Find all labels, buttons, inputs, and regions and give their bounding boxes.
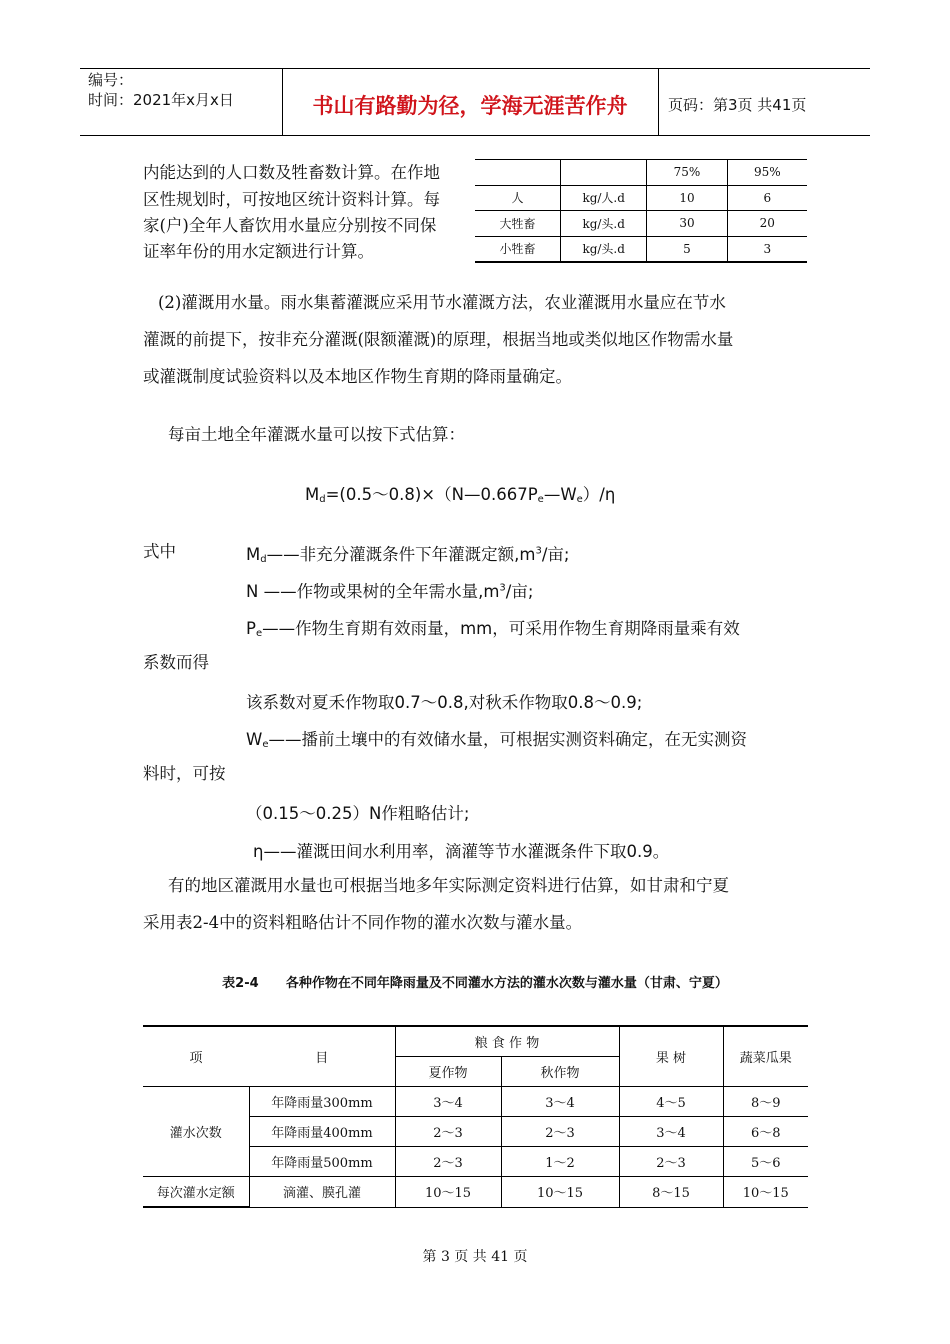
header-motto: 书山有路勤为径，学海无涯苦作舟 bbox=[312, 94, 628, 118]
irrigation-para-line-2: 灌溉的前提下，按非充分灌溉(限额灌溉)的原理，根据当地或类似地区作物需水量 bbox=[143, 330, 734, 349]
table-row bbox=[143, 1177, 808, 1208]
table-header-cell: 粮 食 作 物 bbox=[395, 1026, 619, 1057]
page-footer: 第 3 页 共 41 页 bbox=[422, 1249, 528, 1265]
table-header-cell: 项 bbox=[143, 1026, 249, 1087]
def-we-symbol: W bbox=[246, 730, 263, 749]
def-we-text: ——播前土壤中的有效储水量，可根据实测资料确定，在无实测资 bbox=[268, 730, 747, 749]
intro-line-3: 家(户)全年人畜饮用水量应分别按不同保 bbox=[143, 216, 437, 235]
table-cell: 8～9 bbox=[723, 1087, 808, 1117]
table-cell: 4～5 bbox=[619, 1087, 723, 1117]
formula-md: M bbox=[305, 485, 320, 504]
table-row bbox=[475, 160, 807, 186]
table-row bbox=[475, 185, 807, 211]
table-cell: 年降雨量400mm bbox=[249, 1117, 395, 1147]
table-header-cell: 秋作物 bbox=[501, 1057, 619, 1087]
table-cell: 6 bbox=[727, 185, 807, 211]
table-cell: 10～15 bbox=[723, 1177, 808, 1208]
table-cell bbox=[561, 160, 647, 186]
def-pe-symbol: P bbox=[246, 619, 256, 638]
table-cell: 年降雨量300mm bbox=[249, 1087, 395, 1117]
formula bbox=[305, 481, 615, 505]
def-we-continued: 料时，可按 bbox=[143, 764, 226, 783]
table-cell: kg/人.d bbox=[561, 185, 647, 211]
table-cell: 1～2 bbox=[501, 1147, 619, 1177]
table-cell: 3～4 bbox=[619, 1117, 723, 1147]
def-md-symbol: M bbox=[246, 545, 261, 564]
table-row bbox=[143, 1026, 808, 1057]
table-group-cell: 每次灌水定额 bbox=[143, 1177, 249, 1208]
estimate-intro: 每亩土地全年灌溉水量可以按下式估算： bbox=[168, 425, 465, 444]
table-cell: 75% bbox=[647, 160, 727, 186]
intro-line-2: 区性规划时，可按地区统计资料计算。每 bbox=[143, 190, 440, 209]
doc-number-label: 编号： bbox=[88, 71, 134, 89]
formula-p-sub: e bbox=[537, 494, 544, 505]
def-pe-text: ——作物生育期有效雨量，mm，可采用作物生育期降雨量乘有效 bbox=[262, 619, 740, 638]
header-divider-left bbox=[282, 68, 283, 135]
table-cell: 2～3 bbox=[619, 1147, 723, 1177]
def-n-sup: 3 bbox=[499, 582, 506, 594]
def-n-unit: /亩; bbox=[505, 582, 534, 601]
table-header-cell: 目 bbox=[249, 1026, 395, 1087]
header-divider-right bbox=[658, 68, 659, 135]
table-cell: 年降雨量500mm bbox=[249, 1147, 395, 1177]
table-cell: 3 bbox=[727, 236, 807, 262]
irrigation-para-line-3: 或灌溉制度试验资料以及本地区作物生育期的降雨量确定。 bbox=[143, 367, 572, 386]
header-page-info: 页码：第3页 共41页 bbox=[668, 96, 807, 114]
table-cell: kg/头.d bbox=[561, 211, 647, 237]
table-cell: 2～3 bbox=[501, 1117, 619, 1147]
table-row bbox=[143, 1087, 808, 1117]
table-cell: 10～15 bbox=[395, 1177, 501, 1208]
table-group-cell: 灌水次数 bbox=[143, 1087, 249, 1177]
irrigation-table bbox=[143, 1025, 808, 1208]
table-cell: 滴灌、膜孔灌 bbox=[249, 1177, 395, 1208]
def-md-sup: 3 bbox=[535, 545, 542, 557]
table-cell: 大牲畜 bbox=[475, 211, 561, 237]
def-pe-continued: 系数而得 bbox=[143, 653, 209, 672]
table-caption: 表2-4 各种作物在不同年降雨量及不同灌水方法的灌水次数与灌水量（甘肃、宁夏） bbox=[222, 976, 728, 991]
table-header-cell: 蔬菜瓜果 bbox=[723, 1026, 808, 1087]
table-cell: 5～6 bbox=[723, 1147, 808, 1177]
formula-part-3: ）/η bbox=[582, 485, 616, 504]
table-cell: 8～15 bbox=[619, 1177, 723, 1208]
table-cell: 30 bbox=[647, 211, 727, 237]
water-quota-table bbox=[475, 159, 807, 263]
table-cell: 6～8 bbox=[723, 1117, 808, 1147]
table-row bbox=[475, 211, 807, 237]
table-cell: 10～15 bbox=[501, 1177, 619, 1208]
def-we-estimate: （0.15～0.25）N作粗略估计; bbox=[246, 804, 470, 823]
table-cell: 小牲畜 bbox=[475, 236, 561, 262]
table-cell: 3～4 bbox=[395, 1087, 501, 1117]
date-label: 时间：2021年x月x日 bbox=[88, 91, 234, 109]
table-row bbox=[475, 236, 807, 262]
intro-line-1: 内能达到的人口数及牲畜数计算。在作地 bbox=[143, 163, 440, 182]
table-cell: 20 bbox=[727, 211, 807, 237]
def-coefficient: 该系数对夏禾作物取0.7～0.8,对秋禾作物取0.8～0.9; bbox=[246, 693, 643, 712]
table-cell: 95% bbox=[727, 160, 807, 186]
table-cell: 3～4 bbox=[501, 1087, 619, 1117]
formula-part-1: =(0.5～0.8)×（N—0.667P bbox=[325, 485, 538, 504]
closing-para-line-1: 有的地区灌溉用水量也可根据当地多年实际测定资料进行估算，如甘肃和宁夏 bbox=[168, 876, 729, 895]
table-cell: kg/头.d bbox=[561, 236, 647, 262]
def-eta: η——灌溉田间水利用率，滴灌等节水灌溉条件下取0.9。 bbox=[253, 842, 670, 861]
table-header-cell: 果 树 bbox=[619, 1026, 723, 1087]
def-n-text: N ——作物或果树的全年需水量,m bbox=[246, 582, 500, 601]
formula-md-sub: d bbox=[319, 494, 326, 505]
header-top-rule bbox=[80, 68, 870, 69]
def-md-sub: d bbox=[260, 554, 267, 565]
intro-line-4: 证率年份的用水定额进行计算。 bbox=[143, 242, 374, 261]
def-pe bbox=[246, 615, 740, 639]
closing-para-line-2: 采用表2-4中的资料粗略估计不同作物的灌水次数与灌水量。 bbox=[143, 913, 583, 932]
table-header-cell: 夏作物 bbox=[395, 1057, 501, 1087]
table-cell: 2～3 bbox=[395, 1147, 501, 1177]
header-bottom-rule bbox=[80, 135, 870, 136]
irrigation-para-line-1: (2)灌溉用水量。雨水集蓄灌溉应采用节水灌溉方法，农业灌溉用水量应在节水 bbox=[158, 293, 726, 312]
def-we-sub: e bbox=[262, 739, 269, 750]
formula-w-sub: e bbox=[576, 494, 583, 505]
def-n bbox=[246, 578, 533, 602]
formula-part-2: —W bbox=[543, 485, 577, 504]
def-md-text: ——非充分灌溉条件下年灌溉定额,m bbox=[266, 545, 536, 564]
def-we bbox=[246, 726, 747, 750]
def-md bbox=[246, 541, 569, 565]
table-cell bbox=[475, 160, 561, 186]
table-cell: 2～3 bbox=[395, 1117, 501, 1147]
table-cell: 10 bbox=[647, 185, 727, 211]
table-cell: 人 bbox=[475, 185, 561, 211]
definitions-lead: 式中 bbox=[143, 542, 176, 561]
def-pe-sub: e bbox=[255, 628, 263, 639]
def-md-unit: /亩; bbox=[541, 545, 570, 564]
table-cell: 5 bbox=[647, 236, 727, 262]
